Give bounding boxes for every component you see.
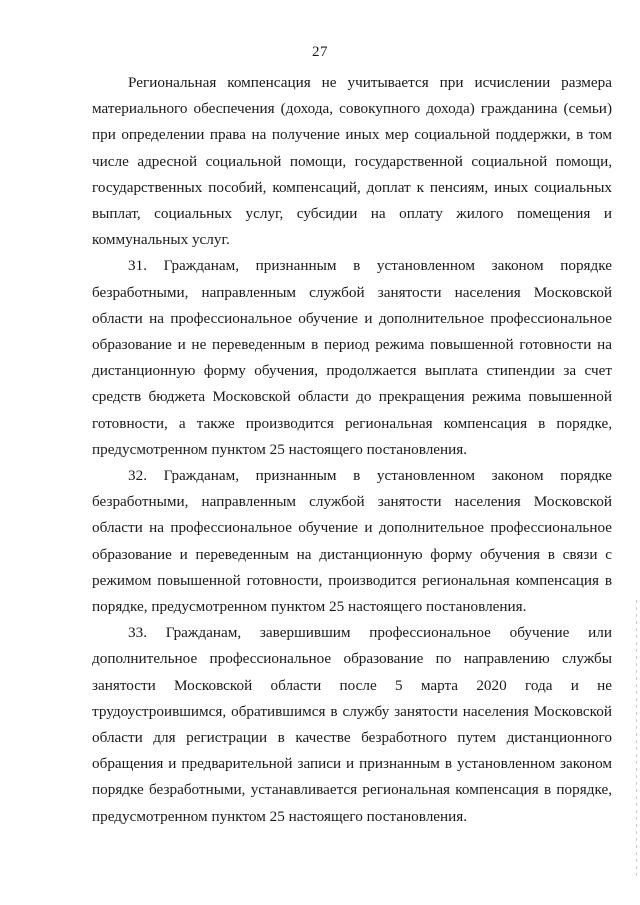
page-number: 27 <box>312 44 328 60</box>
document-body <box>92 70 612 830</box>
scan-edge-mark <box>636 600 637 880</box>
paragraph-clause-31: 31. Гражданам, признанным в установленном законом порядке безработными, направленным службой занятости населения Московской области на профессиональное обучение и дополнительное профессиональное образование и не переведенным в период режима повышенной готовности на дистанционную форму обучения, продолжается выплата стипендии за счет средств бюджета Московской области до прекращения режима повышенной готовности, а также производится региональная компенсация в порядке, предусмотренном пунктом 25 настоящего постановления. <box>92 257 612 458</box>
paragraph-clause-32: 32. Гражданам, признанным в установленном законом порядке безработными, направленным службой занятости населения Московской области на профессиональное обучение и дополнительное профессиональное образование и переведенным на дистанционную форму обучения в связи с режимом повышенной готовности, производится региональная компенсация в порядке, предусмотренном пунктом 25 настоящего постановления. <box>92 467 612 616</box>
paragraph-regional-compensation-note: Региональная компенсация не учитывается при исчислении размера материального обеспечения (дохода, совокупного дохода) гражданина (семьи) при определении права на получение иных мер социальной поддержки, в том числе адресной социальной помощи, государственной социальной помощи, государственных пособий, компенсаций, доплат к пенсиям, иных социальных выплат, социальных услуг, субсидии на оплату жилого помещения и коммунальных услуг. <box>92 74 612 249</box>
paragraph-clause-33: 33. Гражданам, завершившим профессиональное обучение или дополнительное профессиональное образование по направлению службы занятости Московской области после 5 марта 2020 года и не трудоустроившимся, обратившимся в службу занятости населения Московской области для регистрации в качестве безработного путем дистанционного обращения и предварительной записи и признанным в установленном законом порядке безработными, устанавливается региональная компенсация в порядке, предусмотренном пунктом 25 настоящего постановления. <box>92 624 612 825</box>
